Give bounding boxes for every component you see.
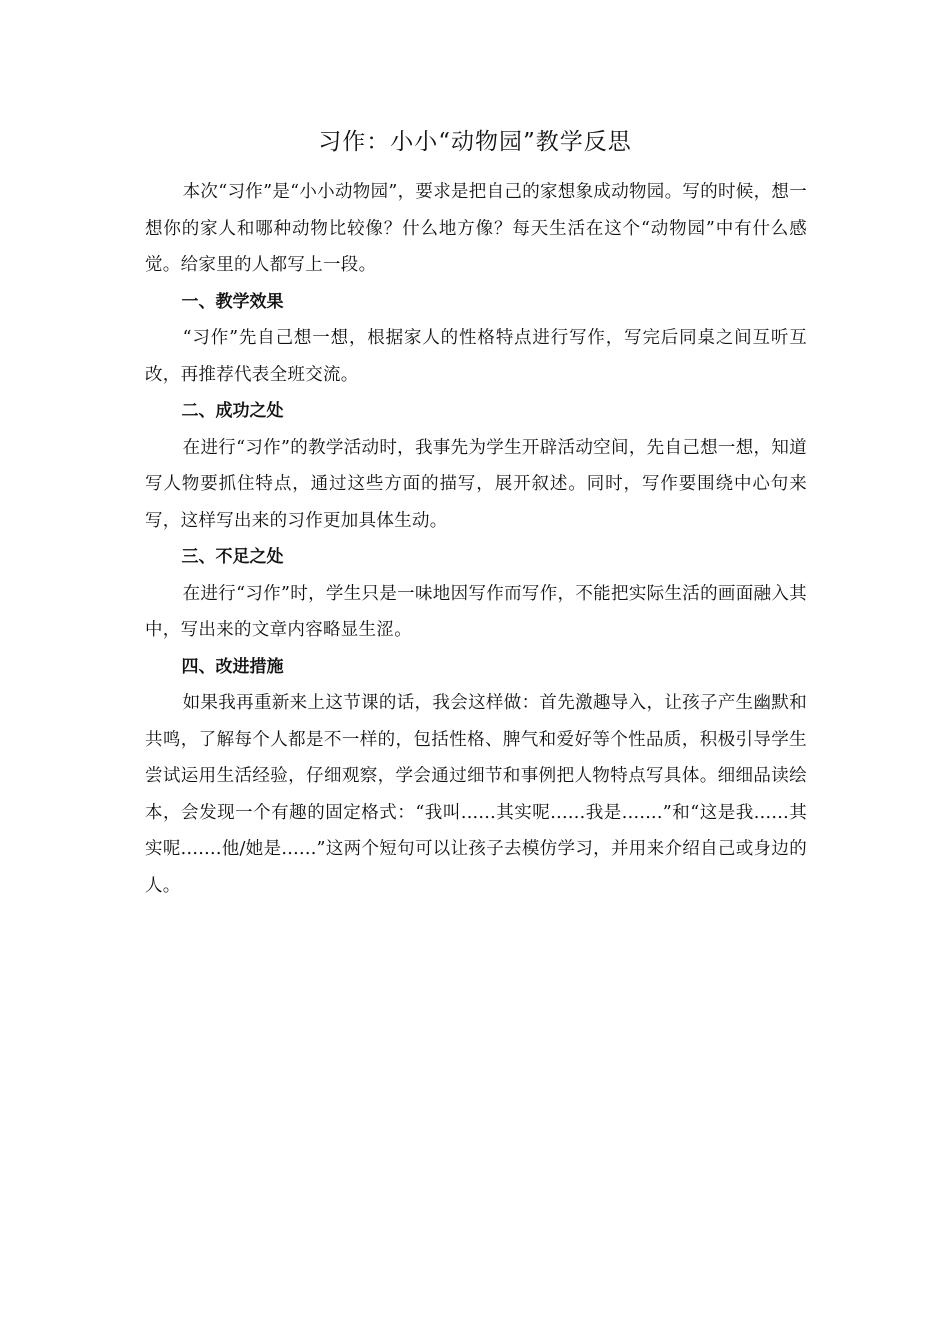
section-heading: 四、改进措施 <box>181 656 284 677</box>
section-heading: 三、不足之处 <box>181 547 284 567</box>
section-heading: 一、教学效果 <box>181 291 284 312</box>
intro-paragraph: 本次“习作”是“小小动物园”，要求是把自己的家想象成动物园。写的时候，想一想你的家人和哪种动物比较像？什么地方像？每天生活在这个“动物园”中有什么感觉。给家里的人都写上一段。 <box>145 182 808 275</box>
section-improvements <box>145 649 807 905</box>
section-paragraph: “习作”先自己想一想，根据家人的性格特点进行写作，写完后同桌之间互听互改，再推荐代表全班交流。 <box>145 328 807 385</box>
section-paragraph: 在进行“习作”的教学活动时，我事先为学生开辟活动空间，先自己想一想，知道写人物要抓住特点，通过这些方面的描写，展开叙述。同时，写作要围绕中心句来写，这样写出来的习作更加具体生动。 <box>145 437 807 531</box>
document-title: 习作：小小“动物园”教学反思 <box>318 129 632 155</box>
document-body <box>145 174 807 904</box>
section-heading: 二、成功之处 <box>181 401 284 421</box>
section-paragraph: 如果我再重新来上这节课的话，我会这样做：首先激趣导入，让孩子产生幽默和共鸣，了解每个人都是不一样的，包括性格、脾气和爱好等个性品质，积极引导学生尝试运用生活经验，仔细观察，学会通过细节和事例把人物特点写具体。细细品读绘本，会发现一个有趣的固定格式：“我叫......其实呢......我是.......”和“这是我......其实呢.......他/她是......”这两个短句可以让孩子去模仿学习，并用来介绍自己或身边的人。 <box>145 693 807 896</box>
section-successes <box>145 393 807 539</box>
section-shortcomings <box>145 539 807 649</box>
section-paragraph: 在进行“习作”时，学生只是一味地因写作而写作，不能把实际生活的画面融入其中，写出来的文章内容略显生涩。 <box>145 583 807 640</box>
section-teaching-effect <box>145 284 807 394</box>
